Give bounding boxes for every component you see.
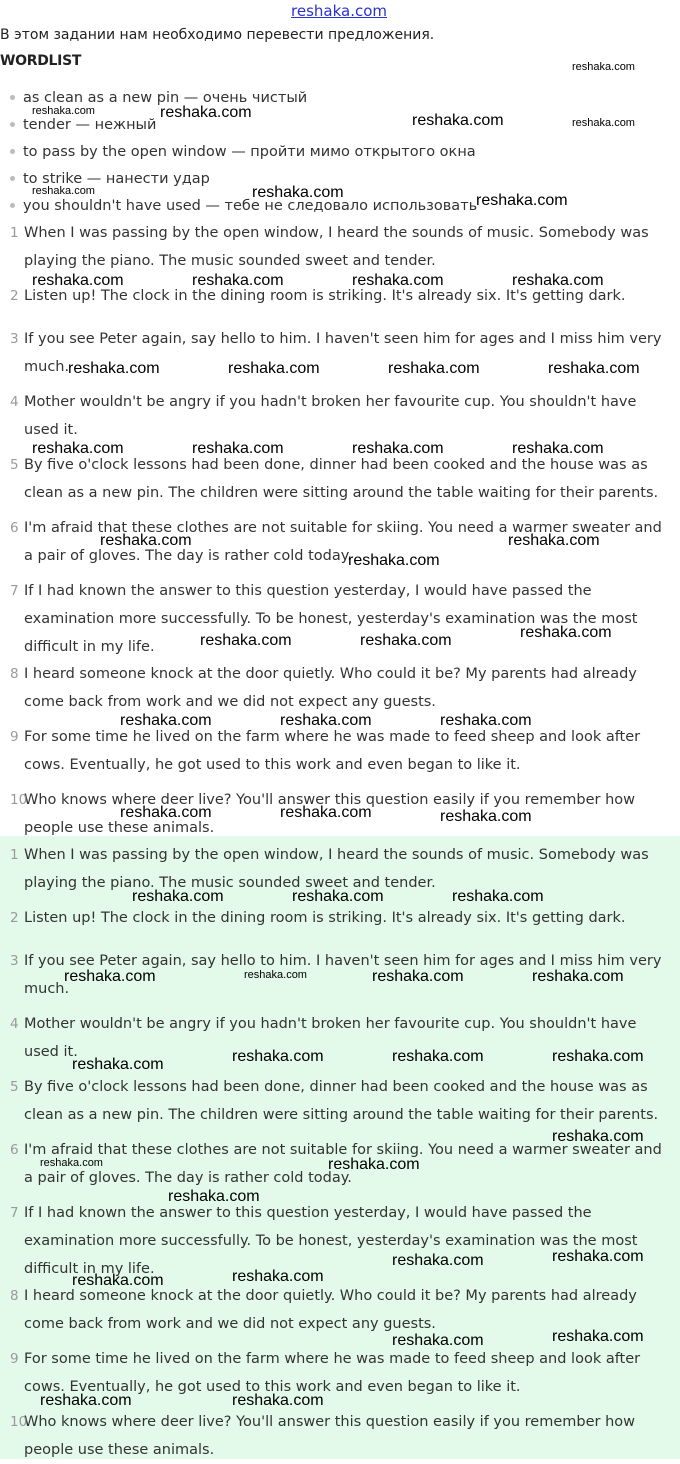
watermark: reshaka.com — [392, 1252, 484, 1269]
answer-number: 2 — [10, 910, 19, 926]
wordlist-item-text: to pass by the open window — пройти мимо открытого окна — [23, 144, 476, 160]
watermark: reshaka.com — [32, 440, 124, 457]
sentence-item — [0, 660, 670, 716]
answer-list — [0, 836, 680, 1459]
site-link[interactable]: reshaka.com — [291, 2, 387, 20]
watermark: reshaka.com — [32, 272, 124, 289]
watermark: reshaka.com — [64, 968, 156, 985]
watermark: reshaka.com — [360, 632, 452, 649]
sentence-item — [0, 723, 670, 779]
wordlist-item-text: as clean as a new pin — очень чистый — [23, 90, 308, 106]
watermark: reshaka.com — [72, 1272, 164, 1289]
sentence-text: Listen up! The clock in the dining room is striking. It's already six. It's getting dark. — [24, 288, 626, 304]
wordlist-item — [10, 144, 476, 160]
watermark: reshaka.com — [388, 360, 480, 377]
watermark: reshaka.com — [168, 1188, 260, 1205]
watermark: reshaka.com — [476, 192, 568, 209]
sentence-text: If you see Peter again, say hello to him. I haven't seen him for ages and I miss him very much. — [24, 331, 662, 375]
answer-number: 1 — [10, 847, 19, 863]
watermark: reshaka.com — [352, 272, 444, 289]
watermark: reshaka.com — [100, 532, 192, 549]
watermark: reshaka.com — [548, 360, 640, 377]
watermark: reshaka.com — [440, 712, 532, 729]
answer-number: 5 — [10, 1079, 19, 1095]
answer-number: 10 — [10, 1414, 28, 1430]
wordlist-item — [10, 117, 156, 133]
watermark: reshaka.com — [452, 888, 544, 905]
wordlist-title: WORDLIST — [0, 53, 82, 69]
wordlist-item-text: to strike — нанести удар — [23, 171, 210, 187]
watermark: reshaka.com — [572, 117, 635, 129]
bullet-icon — [10, 203, 15, 208]
answer-item — [0, 904, 670, 932]
sentence-text: Who knows where deer live? You'll answer this question easily if you remember how people use these animals. — [24, 792, 636, 836]
watermark: reshaka.com — [520, 624, 612, 641]
watermark: reshaka.com — [32, 105, 95, 117]
wordlist-item-text: tender — нежный — [23, 117, 157, 133]
answer-text: By five o'clock lessons had been done, dinner had been cooked and the house was as clean as a new pin. The children were sitting around the table waiting for their parents. — [24, 1079, 659, 1123]
answer-number: 4 — [10, 1016, 19, 1032]
sentence-number: 10 — [10, 792, 28, 808]
watermark: reshaka.com — [328, 1156, 420, 1173]
sentence-number: 8 — [10, 666, 19, 682]
answer-text: Mother wouldn't be angry if you hadn't broken her favourite cup. You shouldn't have used it. — [24, 1016, 637, 1060]
watermark: reshaka.com — [228, 360, 320, 377]
answer-text: I'm afraid that these clothes are not suitable for skiing. You need a warmer sweater and a pair of gloves. The day is rather cold today. — [24, 1142, 662, 1186]
watermark: reshaka.com — [232, 1392, 324, 1409]
sentence-number: 6 — [10, 520, 19, 536]
sentence-item — [0, 388, 670, 444]
answer-text: When I was passing by the open window, I heard the sounds of music. Somebody was playing the piano. The music sounded sweet and tender. — [24, 847, 649, 891]
answer-number: 7 — [10, 1205, 19, 1221]
intro-text: В этом задании нам необходимо перевести предложения. — [0, 27, 435, 43]
answer-number: 6 — [10, 1142, 19, 1158]
watermark: reshaka.com — [512, 440, 604, 457]
watermark: reshaka.com — [232, 1268, 324, 1285]
watermark: reshaka.com — [392, 1332, 484, 1349]
sentence-text: I heard someone knock at the door quietly. Who could it be? My parents had already come back from work and we did not expect any guests. — [24, 666, 637, 710]
answer-text: If I had known the answer to this question yesterday, I would have passed the examination more successfully. To be honest, yesterday's examination was the most difficult in my life. — [24, 1205, 638, 1277]
wordlist-item-text: you shouldn't have used — тебе не следовало использовать — [23, 198, 478, 214]
watermark: reshaka.com — [552, 1328, 644, 1345]
sentence-text: Mother wouldn't be angry if you hadn't broken her favourite cup. You shouldn't have used it. — [24, 394, 637, 438]
watermark: reshaka.com — [244, 969, 307, 981]
sentence-item — [0, 577, 670, 661]
answer-text: Who knows where deer live? You'll answer this question easily if you remember how people use these animals. — [24, 1414, 636, 1458]
answer-number: 9 — [10, 1351, 19, 1367]
watermark: reshaka.com — [412, 112, 504, 129]
watermark: reshaka.com — [352, 440, 444, 457]
answer-text: If you see Peter again, say hello to him. I haven't seen him for ages and I miss him very much. — [24, 953, 662, 997]
sentence-text: If I had known the answer to this question yesterday, I would have passed the examination more successfully. To be honest, yesterday's examination was the most difficult in my life. — [24, 583, 638, 655]
sentence-text: For some time he lived on the farm where he was made to feed sheep and look after cows. Eventually, he got used to this work and even began to like it. — [24, 729, 641, 773]
answer-item — [0, 1408, 670, 1464]
watermark: reshaka.com — [512, 272, 604, 289]
watermark: reshaka.com — [252, 184, 344, 201]
sentence-number: 3 — [10, 331, 19, 347]
answer-number: 8 — [10, 1288, 19, 1304]
watermark: reshaka.com — [72, 1056, 164, 1073]
sentence-text: By five o'clock lessons had been done, dinner had been cooked and the house was as clean as a new pin. The children were sitting around the table waiting for their parents. — [24, 457, 659, 501]
watermark: reshaka.com — [68, 360, 160, 377]
sentence-number: 2 — [10, 288, 19, 304]
sentence-item — [0, 451, 670, 507]
watermark: reshaka.com — [120, 712, 212, 729]
sentence-text: When I was passing by the open window, I heard the sounds of music. Somebody was playing the piano. The music sounded sweet and tender. — [24, 225, 649, 269]
sentence-number: 4 — [10, 394, 19, 410]
watermark: reshaka.com — [132, 888, 224, 905]
watermark: reshaka.com — [508, 532, 600, 549]
watermark: reshaka.com — [192, 272, 284, 289]
watermark: reshaka.com — [280, 804, 372, 821]
sentence-number: 9 — [10, 729, 19, 745]
bullet-icon — [10, 149, 15, 154]
sentence-text: I'm afraid that these clothes are not suitable for skiing. You need a warmer sweater and a pair of gloves. The day is rather cold today. — [24, 520, 662, 564]
watermark: reshaka.com — [552, 1248, 644, 1265]
answer-item — [0, 1073, 670, 1129]
watermark: reshaka.com — [120, 804, 212, 821]
bullet-icon — [10, 122, 15, 127]
watermark: reshaka.com — [280, 712, 372, 729]
bullet-icon — [10, 176, 15, 181]
sentence-number: 7 — [10, 583, 19, 599]
sentence-number: 5 — [10, 457, 19, 473]
watermark: reshaka.com — [532, 968, 624, 985]
wordlist-item — [10, 90, 307, 106]
watermark: reshaka.com — [372, 968, 464, 985]
watermark: reshaka.com — [200, 632, 292, 649]
watermark: reshaka.com — [292, 888, 384, 905]
sentence-number: 1 — [10, 225, 19, 241]
sentence-item — [0, 219, 670, 275]
watermark: reshaka.com — [552, 1128, 644, 1145]
watermark: reshaka.com — [160, 104, 252, 121]
watermark: reshaka.com — [392, 1048, 484, 1065]
watermark: reshaka.com — [348, 552, 440, 569]
watermark: reshaka.com — [40, 1157, 103, 1169]
answer-text: Listen up! The clock in the dining room is striking. It's already six. It's getting dark. — [24, 910, 626, 926]
watermark: reshaka.com — [440, 808, 532, 825]
watermark: reshaka.com — [192, 440, 284, 457]
watermark: reshaka.com — [32, 185, 95, 197]
watermark: reshaka.com — [572, 61, 635, 73]
watermark: reshaka.com — [40, 1392, 132, 1409]
answer-text: I heard someone knock at the door quietly. Who could it be? My parents had already come back from work and we did not expect any guests. — [24, 1288, 637, 1332]
bullet-icon — [10, 95, 15, 100]
wordlist-item — [10, 198, 477, 214]
answer-text: For some time he lived on the farm where he was made to feed sheep and look after cows. Eventually, he got used to this work and even began to like it. — [24, 1351, 641, 1395]
answer-number: 3 — [10, 953, 19, 969]
answer-item — [0, 1199, 670, 1283]
watermark: reshaka.com — [232, 1048, 324, 1065]
watermark: reshaka.com — [552, 1048, 644, 1065]
